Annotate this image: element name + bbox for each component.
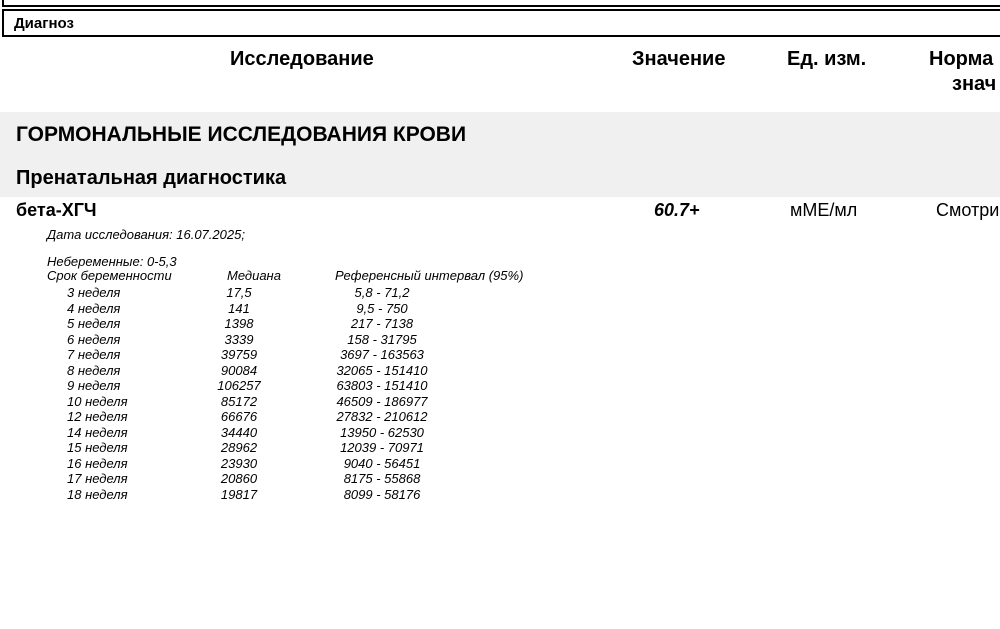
table-row [0,487,1000,503]
row-reference: 158 - 31795 [347,331,417,347]
row-reference: 5,8 - 71,2 [354,285,410,300]
row-term: 17 неделя [67,471,128,486]
row-median: 85172 [220,393,258,409]
table-row [0,301,1000,317]
row-reference: 217 - 7138 [350,316,414,331]
test-value: 60.7+ [654,200,700,220]
table-row [0,440,1000,456]
row-median: 23930 [220,455,258,471]
table-row [0,285,1000,301]
row-term: 5 неделя [67,316,121,331]
nonpregnant-range: Небеременные: 0-5,3 [47,254,177,269]
diagnosis-box [2,9,1000,37]
row-median: 34440 [220,424,258,440]
column-header-unit: Ед. изм. [787,48,867,70]
row-median: 19817 [220,486,258,502]
table-row [0,316,1000,332]
row-term: 9 неделя [67,378,121,393]
reference-header-term: Срок беременности [47,268,172,283]
table-row [0,378,1000,394]
table-row [0,425,1000,441]
row-term: 8 неделя [67,362,121,378]
row-reference: 8099 - 58176 [343,486,421,502]
row-reference: 46509 - 186977 [336,393,428,409]
row-reference: 32065 - 151410 [336,362,428,378]
row-median: 106257 [217,378,261,393]
row-reference: 63803 - 151410 [336,378,428,393]
table-row [0,347,1000,363]
test-unit: мМЕ/мл [790,200,858,220]
table-row [0,363,1000,379]
row-term: 18 неделя [67,486,128,502]
row-reference: 9,5 - 750 [356,300,408,316]
row-median: 141 [228,300,250,316]
row-term: 7 неделя [67,347,121,362]
row-reference: 27832 - 210612 [336,409,428,424]
row-term: 16 неделя [67,455,128,471]
column-header-norm-line2: знач [952,73,997,95]
row-reference: 12039 - 70971 [340,440,424,455]
row-median: 66676 [220,409,258,424]
row-term: 12 неделя [67,409,128,424]
reference-table [0,285,1000,502]
row-term: 15 неделя [67,440,128,455]
reference-header-median: Медиана [227,268,281,283]
table-row [0,456,1000,472]
row-median: 39759 [220,347,258,362]
row-median: 28962 [220,440,258,455]
section-title: ГОРМОНАЛЬНЫЕ ИССЛЕДОВАНИЯ КРОВИ [16,123,467,146]
row-reference: 9040 - 56451 [343,455,421,471]
row-median: 17,5 [226,285,252,300]
row-median: 1398 [224,316,254,331]
top-border [2,0,1000,7]
table-row [0,409,1000,425]
row-median: 20860 [220,471,258,486]
row-reference: 13950 - 62530 [340,424,424,440]
column-header-study: Исследование [230,48,374,70]
row-term: 14 неделя [67,424,128,440]
column-header-norm: Норма [929,48,994,70]
column-header-value: Значение [632,48,726,70]
study-date: Дата исследования: 16.07.2025; [47,227,245,242]
row-reference: 8175 - 55868 [343,471,421,486]
row-term: 6 неделя [67,331,121,347]
diagnosis-label: Диагноз [14,15,74,32]
row-term: 3 неделя [67,285,121,300]
test-name: бета-ХГЧ [16,200,97,220]
subsection-title: Пренатальная диагностика [16,167,287,189]
reference-header-interval: Референсный интервал (95%) [335,268,524,283]
row-reference: 3697 - 163563 [340,347,424,362]
row-median: 3339 [224,331,254,347]
table-row [0,471,1000,487]
row-median: 90084 [220,362,258,378]
test-norm: Смотри [936,200,1000,220]
row-term: 4 неделя [67,300,121,316]
row-term: 10 неделя [67,393,128,409]
table-row [0,332,1000,348]
table-row [0,394,1000,410]
